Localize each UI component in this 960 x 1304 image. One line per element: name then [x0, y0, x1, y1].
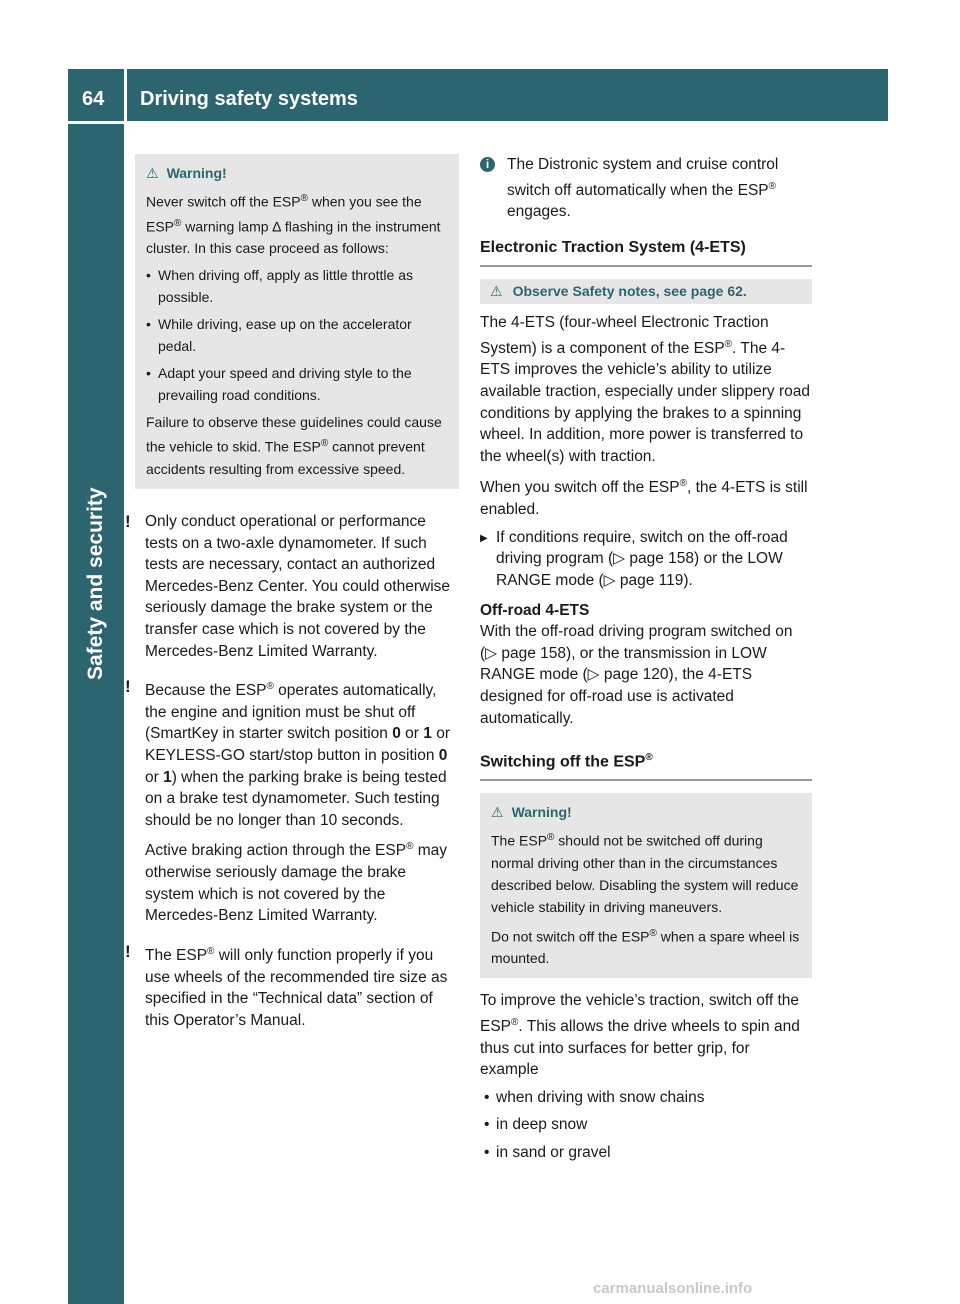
list-item: • in deep snow [480, 1114, 812, 1136]
subheading-offroad-4ets: Off-road 4-ETS [480, 601, 590, 619]
page-title: Driving safety systems [140, 88, 358, 110]
paragraph: The 4-ETS (four-wheel Electronic Traction System) is a component of the ESP®. The 4-ETS improves the vehicle’s ability to utilize available traction, especially under slippery road conditions by applying the brakes to a spinning wheel. In addition, more power is transferred to the wheel(s) with traction. [480, 314, 810, 465]
caution-note-dynamometer: ! Only conduct operational or performance tests on a two-axle dynamometer. If such tests are necessary, contact an authorized Mercedes-Benz Center. You could otherwise seriously damage the brake system or the transfer case which is not covered by the Mercedes-Benz Limited Warranty. [125, 511, 451, 660]
section-heading-switch-off-esp: Switching off the ESP® [480, 747, 812, 781]
side-tab [68, 124, 124, 1304]
exclamation-icon: ! [125, 941, 131, 961]
exclamation-icon: ! [125, 511, 131, 531]
list-item: • When driving off, apply as little throttle as possible. [146, 264, 448, 308]
exclamation-icon: ! [125, 677, 131, 697]
left-column [125, 154, 459, 1037]
instruction-step: ▶ If conditions require, switch on the off-road driving program (▷ page 158) or the LOW RANGE mode (▷ page 119). [480, 527, 812, 592]
warning-triangle-icon: ⚠ [491, 804, 504, 821]
warning-triangle-icon: ⚠ [146, 165, 159, 181]
esp-warning-lamp-icon: ∆ [272, 218, 282, 235]
warning-box-esp-off: ⚠ Warning! The ESP® should not be switched off during normal driving other than in the circumstances described below. Disabling the system will reduce vehicle stability in driving maneuvers. Do not switch off the ESP® when a spare wheel is mounted. [480, 793, 812, 978]
caution-note-brake-test: ! Because the ESP® operates automatically, the engine and ignition must be shut off (SmartKey in starter switch position 0 or 1 or KEYLESS-GO start/stop button in position 0 or 1) when the parking brake is being tested on a brake test dynamometer. Such testing should be no longer than 10 seconds. Active braking action through the ESP® may otherwise seriously damage the brake system which is not covered by the Mercedes-Benz Limited Warranty. [125, 677, 450, 925]
warning-paragraph: Failure to observe these guidelines could cause the vehicle to skid. The ESP® cannot prevent accidents resulting from excessive speed. [146, 414, 442, 477]
warning-title: ⚠ Warning! [146, 162, 448, 184]
warning-paragraph: Never switch off the ESP® when you see the ESP® warning lamp ∆ flashing in the instrument cluster. In this case proceed as follows: [146, 193, 441, 257]
warning-triangle-icon: ⚠ [490, 282, 503, 299]
paragraph: With the off-road driving program switched on (▷ page 158), or the transmission in LOW RANGE mode (▷ page 120), the 4-ETS designed for off-road use is activated automatically. [480, 623, 793, 727]
caution-note-wheels: ! The ESP® will only function properly if you use wheels of the recommended tire size as specified in the “Technical data” section of this Operator’s Manual. [125, 941, 448, 1029]
info-icon: i [480, 157, 495, 172]
warning-box-esp [135, 154, 459, 489]
paragraph: To improve the vehicle’s traction, switch off the ESP®. This allows the drive wheels to spin and thus cut into surfaces for better grip, for example [480, 992, 800, 1079]
page-number: 64 [82, 88, 105, 110]
paragraph: When you switch off the ESP®, the 4-ETS is still enabled. [480, 478, 808, 519]
section-heading-4ets: Electronic Traction System (4-ETS) [480, 237, 812, 267]
list-item: • While driving, ease up on the accelerator pedal. [146, 313, 448, 357]
side-section-label: Safety and security [84, 487, 107, 680]
list-item: • in sand or gravel [480, 1142, 812, 1164]
watermark: carmanualsonline.info [593, 1280, 753, 1297]
info-note: i The Distronic system and cruise control switch off automatically when the ESP® engages. [480, 154, 812, 223]
right-column [480, 154, 812, 1170]
header-divider [124, 69, 127, 121]
list-item: • when driving with snow chains [480, 1087, 812, 1109]
warning-bullet-list [146, 264, 448, 406]
list-item: • Adapt your speed and driving style to the prevailing road conditions. [146, 362, 448, 406]
warning-title: ⚠ Warning! [491, 801, 801, 823]
safety-notice-bar: ⚠ Observe Safety notes, see page 62. [480, 279, 812, 305]
